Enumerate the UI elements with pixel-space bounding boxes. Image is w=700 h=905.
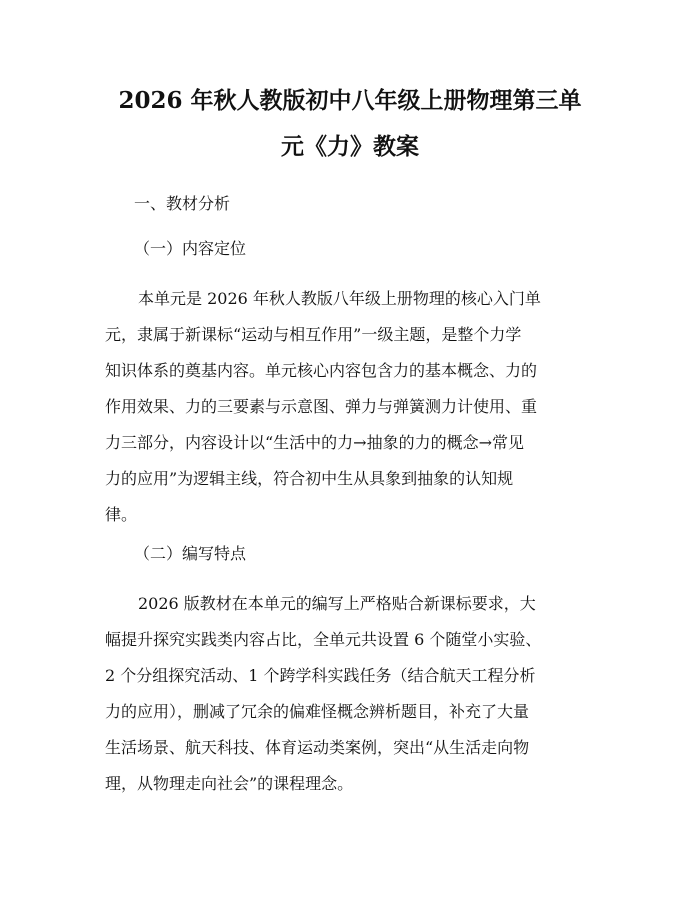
section-heading-teaching-material-analysis: 一、教材分析: [134, 194, 231, 213]
paragraph-line: 律。: [105, 505, 138, 524]
paragraph-line: 2026 版教材在本单元的编写上严格贴合新课标要求，大: [138, 594, 536, 613]
paragraph-line: 元，隶属于新课标“运动与相互作用”一级主题，是整个力学: [105, 325, 522, 344]
paragraph-line: 力三部分，内容设计以“生活中的力→抽象的力的概念→常见: [105, 433, 524, 452]
paragraph-content-positioning: [105, 281, 597, 533]
paragraph-line: 作用效果、力的三要素与示意图、弹力与弹簧测力计使用、重: [105, 397, 538, 416]
paragraph-line: 生活场景、航天科技、体育运动类案例，突出“从生活走向物: [105, 738, 530, 757]
paragraph-line: 力的应用”为逻辑主线，符合初中生从具象到抽象的认知规: [105, 469, 514, 488]
paragraph-line: 2 个分组探究活动、1 个跨学科实践任务（结合航天工程分析: [105, 666, 536, 685]
document-title-line-1: 2026 年秋人教版初中八年级上册物理第三单: [118, 87, 582, 114]
paragraph-line: 本单元是 2026 年秋人教版八年级上册物理的核心入门单: [138, 289, 541, 308]
paragraph-line: 理，从物理走向社会”的课程理念。: [105, 774, 354, 793]
paragraph-line: 力的应用），删减了冗余的偏难怪概念辨析题目，补充了大量: [105, 702, 530, 721]
subsection-heading-content-positioning: （一）内容定位: [134, 239, 247, 258]
document-title-line-2: 元《力》教案: [281, 133, 419, 160]
paragraph-line: 幅提升探究实践类内容占比，全单元共设置 6 个随堂小实验、: [105, 630, 542, 649]
subsection-heading-writing-features: （二）编写特点: [134, 544, 247, 563]
paragraph-line: 知识体系的奠基内容。单元核心内容包含力的基本概念、力的: [105, 361, 538, 380]
paragraph-writing-features: [105, 586, 597, 802]
